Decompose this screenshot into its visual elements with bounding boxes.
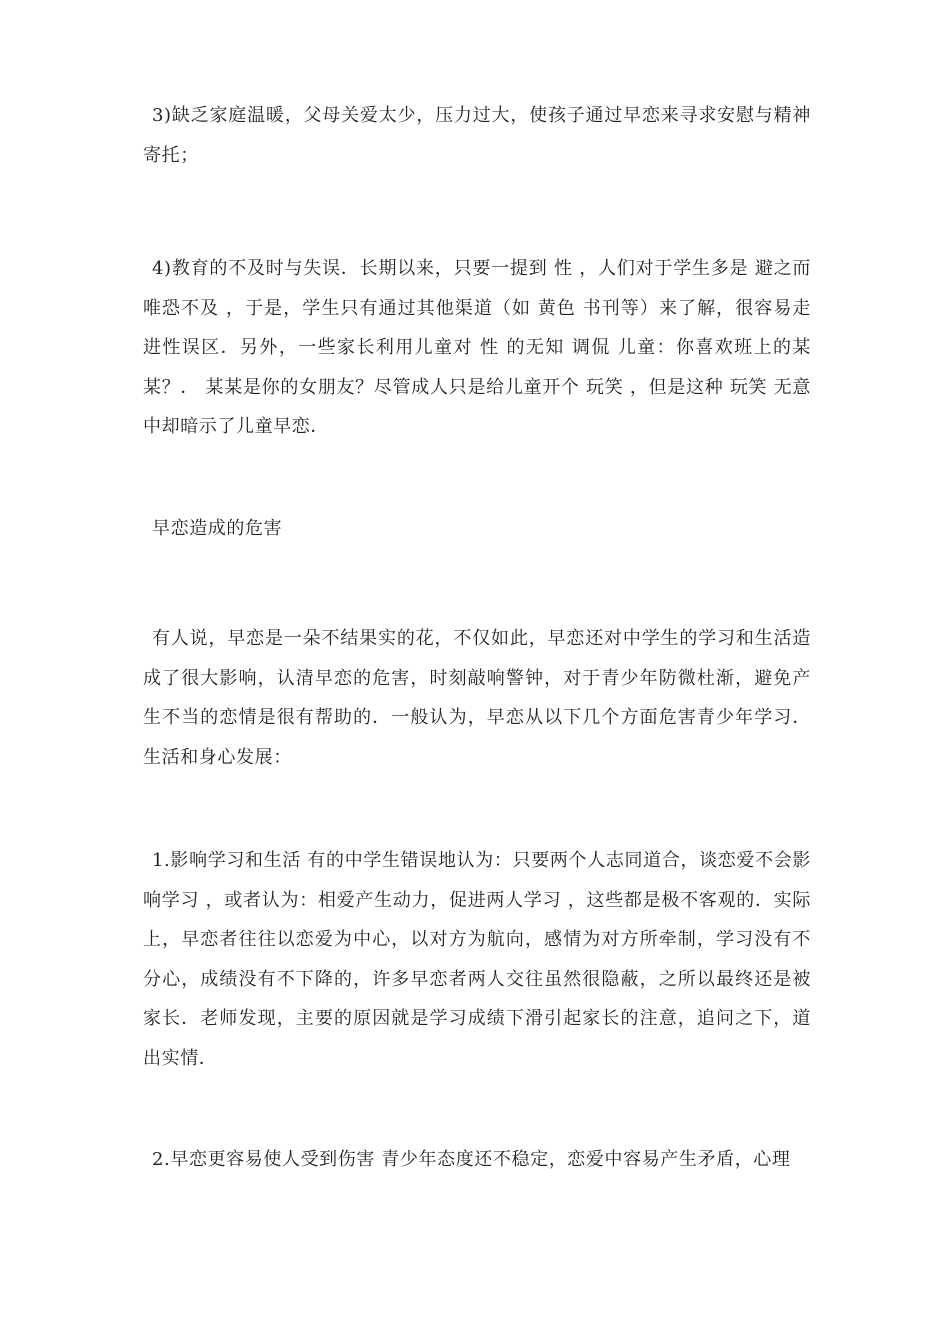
paragraph-harms-intro: 有人说，早恋是一朵不结果实的花，不仅如此，早恋还对中学生的学习和生活造成了很大影响，认清早恋的危害，时刻敲响警钟，对于青少年防微杜渐，避免产生不当的恋情是很有帮助的．一般认为，早恋从以下几个方面危害青少年学习．生活和身心发展：: [143, 628, 811, 768]
paragraph-education-errors: 4)教育的不及时与失误．长期以来，只要一提到 性 ，人们对于学生多是 避之而唯恐不及 ，于是，学生只有通过其他渠道（如 黄色 书刊等）来了解，很容易走进性误区．另外，一些家长利用儿童对 性 的无知 调侃 儿童：你喜欢班上的某某？． 某某是你的女朋友？尽管成人只是给儿童开个 玩笑 ，但是这种 玩笑 无意中却暗示了儿童早恋．: [143, 258, 811, 437]
paragraph-emotional-harm: 2.早恋更容易使人受到伤害 青少年态度还不稳定，恋爱中容易产生矛盾，心理: [152, 1149, 791, 1170]
paragraph-study-impact: 1.影响学习和生活 有的中学生错误地认为：只要两个人志同道合，谈恋爱不会影响学习 ，或者认为：相爱产生动力，促进两人学习 ，这些都是极不客观的．实际上，早恋者往往以恋爱为中心，以对方为航向，感情为对方所牵制，学习没有不分心，成绩没有不下降的，许多早恋者两人交往虽然很隐蔽，之所以最终还是被家长．老师发现，主要的原因就是学习成绩下滑引起家长的注意，追问之下，道出实情．: [143, 850, 811, 1069]
section-heading-harms: 早恋造成的危害: [152, 518, 283, 539]
paragraph-family-warmth: 3)缺乏家庭温暖，父母关爱太少，压力过大，使孩子通过早恋来寻求安慰与精神寄托；: [143, 105, 811, 166]
